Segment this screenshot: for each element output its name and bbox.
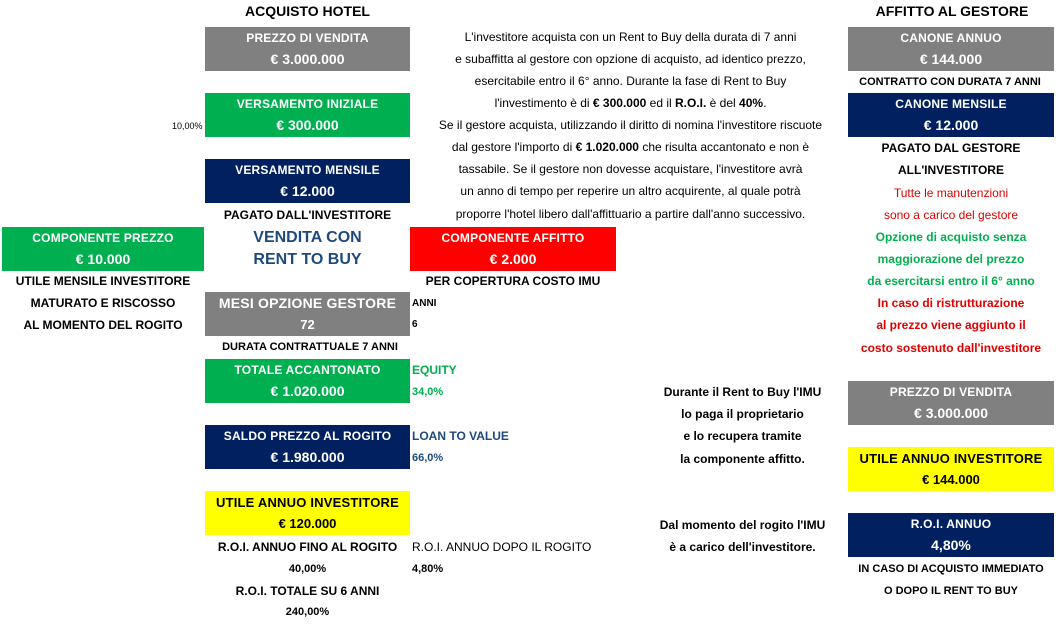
description-line-1: L'investitore acquista con un Rent to Buy della durata di 7 anni — [464, 30, 797, 44]
desc-l6-b: € 1.020.000 — [575, 140, 639, 154]
componente-prezzo-note-1: UTILE MENSILE INVESTITORE — [15, 274, 191, 288]
equity-label: EQUITY — [412, 363, 457, 377]
right-heading: AFFITTO AL GESTORE — [875, 3, 1029, 19]
opzione-note-3: da esercitarsi entro il 6° anno — [867, 274, 1035, 288]
desc-l4-a: l'investimento è di — [494, 96, 593, 110]
desc-l6-c: che risulta accantonato e non è — [638, 140, 810, 154]
roi-totale-value: 240,00% — [285, 606, 330, 618]
anni-label: ANNI — [412, 298, 437, 309]
prezzo-vendita-box — [205, 27, 410, 71]
componente-affitto-value: € 2.000 — [489, 251, 537, 267]
pagato-gestore-note-1: PAGATO DAL GESTORE — [881, 141, 1021, 155]
utile-annuo-left-label: UTILE ANNUO INVESTITORE — [215, 495, 399, 510]
ltv-value: 66,0% — [412, 452, 444, 464]
versamento-mensile-value: € 12.000 — [280, 183, 335, 199]
roi-dopo-rogito-label: R.O.I. ANNUO DOPO IL ROGITO — [412, 540, 592, 554]
ristrutturazione-note-1: In caso di ristrutturazione — [877, 296, 1025, 310]
opzione-note-1: Opzione di acquisto senza — [875, 230, 1027, 244]
utile-annuo-left-box — [205, 491, 410, 535]
saldo-prezzo-box — [205, 425, 410, 469]
prezzo-vendita-right-label: PREZZO DI VENDITA — [889, 385, 1013, 399]
equity-value: 34,0% — [412, 386, 444, 398]
roi-annuo-note-1: IN CASO DI ACQUISTO IMMEDIATO — [858, 563, 1044, 575]
mesi-opzione-label: MESI OPZIONE GESTORE — [218, 295, 397, 311]
desc-l4-c: ed il — [646, 96, 675, 110]
prezzo-vendita-value: € 3.000.000 — [270, 51, 345, 67]
canone-mensile-box — [848, 93, 1054, 137]
description-line-9: proporre l'hotel libero dall'affittuario a partire dall'anno successivo. — [455, 207, 806, 221]
totale-accantonato-label: TOTALE ACCANTONATO — [234, 363, 381, 377]
prezzo-vendita-right-box — [848, 381, 1054, 425]
canone-annuo-box — [848, 27, 1054, 71]
opzione-note-2: maggiorazione del prezzo — [877, 252, 1025, 266]
componente-prezzo-value: € 10.000 — [75, 251, 131, 267]
saldo-prezzo-value: € 1.980.000 — [270, 449, 345, 465]
imu-note-3: e lo recupera tramite — [683, 429, 802, 443]
roi-annuo-label: R.O.I. ANNUO — [910, 517, 992, 531]
pagato-gestore-note-2: ALL'INVESTITORE — [898, 163, 1004, 177]
utile-annuo-right-value: € 144.000 — [922, 472, 980, 487]
totale-accantonato-value: € 1.020.000 — [270, 383, 345, 399]
versamento-mensile-box — [205, 159, 410, 203]
imu-note-4: la componente affitto. — [680, 452, 805, 466]
canone-annuo-label: CANONE ANNUO — [900, 31, 1002, 45]
roi-annuo-box — [848, 513, 1054, 557]
roi-annuo-value: 4,80% — [931, 537, 971, 553]
manutenzioni-note-1: Tutte le manutenzioni — [893, 186, 1009, 200]
roi-fino-rogito-value: 40,00% — [288, 563, 327, 575]
roi-totale-label: R.O.I. TOTALE SU 6 ANNI — [235, 584, 380, 598]
componente-prezzo-note-3: AL MOMENTO DEL ROGITO — [23, 318, 183, 332]
desc-l6-a: dal gestore l'importo di — [451, 140, 576, 154]
desc-l4-b: € 300.000 — [592, 96, 647, 110]
desc-l4-e: è del — [706, 96, 740, 110]
prezzo-vendita-right-value: € 3.000.000 — [914, 405, 988, 421]
rogito-note-1: Dal momento del rogito l'IMU — [659, 518, 826, 532]
vendita-title-line1: VENDITA CON — [253, 229, 362, 246]
description-line-5: Se il gestore acquista, utilizzando il diritto di nomina l'investitore riscuote — [438, 118, 823, 132]
saldo-prezzo-label: SALDO PREZZO AL ROGITO — [223, 429, 392, 443]
roi-fino-rogito-label: R.O.I. ANNUO FINO AL ROGITO — [217, 540, 398, 554]
componente-prezzo-box — [2, 227, 204, 271]
manutenzioni-note-2: sono a carico del gestore — [883, 208, 1019, 222]
prezzo-vendita-label: PREZZO DI VENDITA — [246, 31, 369, 45]
desc-l4-f: 40% — [739, 96, 764, 110]
componente-affitto-note: PER COPERTURA COSTO IMU — [425, 274, 601, 288]
canone-annuo-value: € 144.000 — [919, 51, 983, 67]
left-heading: ACQUISTO HOTEL — [245, 3, 370, 19]
componente-prezzo-note-2: MATURATO E RISCOSSO — [30, 296, 176, 310]
canone-mensile-value: € 12.000 — [923, 117, 979, 133]
imu-note-2: lo paga il proprietario — [681, 407, 804, 421]
versamento-mensile-label: VERSAMENTO MENSILE — [235, 163, 380, 177]
versamento-iniziale-box — [205, 93, 410, 137]
ltv-label: LOAN TO VALUE — [412, 429, 509, 443]
ristrutturazione-note-3: costo sostenuto dall'investitore — [860, 341, 1042, 355]
description-line-3: esercitabile entro il 6° anno. Durante la fase di Rent to Buy — [474, 74, 787, 88]
roi-dopo-rogito-value: 4,80% — [412, 563, 444, 575]
mesi-opzione-value: 72 — [300, 317, 315, 332]
versamento-iniziale-label: VERSAMENTO INIZIALE — [236, 97, 379, 111]
componente-prezzo-label: COMPONENTE PREZZO — [32, 231, 174, 245]
desc-l4-g: . — [763, 96, 767, 110]
contratto-note: CONTRATTO CON DURATA 7 ANNI — [859, 76, 1041, 88]
description-line-8: un anno di tempo per reperire un altro acquirente, al quale potrà — [460, 184, 801, 198]
imu-note-1: Durante il Rent to Buy l'IMU — [663, 385, 822, 399]
versamento-iniziale-value: € 300.000 — [276, 117, 339, 133]
mesi-opzione-box — [205, 292, 410, 336]
utile-annuo-left-value: € 120.000 — [278, 516, 337, 531]
componente-affitto-label: COMPONENTE AFFITTO — [441, 231, 585, 245]
description-line-7: tassabile. Se il gestore non dovesse acquistare, l'investitore avrà — [458, 162, 803, 176]
rogito-note-2: è a carico dell'investitore. — [669, 540, 816, 554]
description-line-2: e subaffitta al gestore con opzione di acquisto, ad identico prezzo, — [455, 52, 806, 66]
utile-annuo-right-box — [848, 447, 1054, 491]
description-line-6 — [418, 140, 843, 154]
versamento-mensile-note: PAGATO DALL'INVESTITORE — [223, 208, 392, 222]
versamento-iniziale-pct: 10,00% — [172, 121, 203, 131]
vendita-title-line2: RENT TO BUY — [253, 251, 362, 268]
canone-mensile-label: CANONE MENSILE — [895, 97, 1007, 111]
desc-l4-d: R.O.I. — [675, 96, 707, 110]
ristrutturazione-note-2: al prezzo viene aggiunto il — [876, 318, 1026, 332]
utile-annuo-right-label: UTILE ANNUO INVESTITORE — [859, 451, 1043, 466]
totale-accantonato-box — [205, 359, 410, 403]
durata-contrattuale-note: DURATA CONTRATTUALE 7 ANNI — [222, 341, 398, 353]
description-line-4 — [418, 96, 843, 110]
anni-value: 6 — [412, 319, 418, 330]
componente-affitto-box — [410, 227, 616, 271]
roi-annuo-note-2: O DOPO IL RENT TO BUY — [883, 585, 1019, 597]
